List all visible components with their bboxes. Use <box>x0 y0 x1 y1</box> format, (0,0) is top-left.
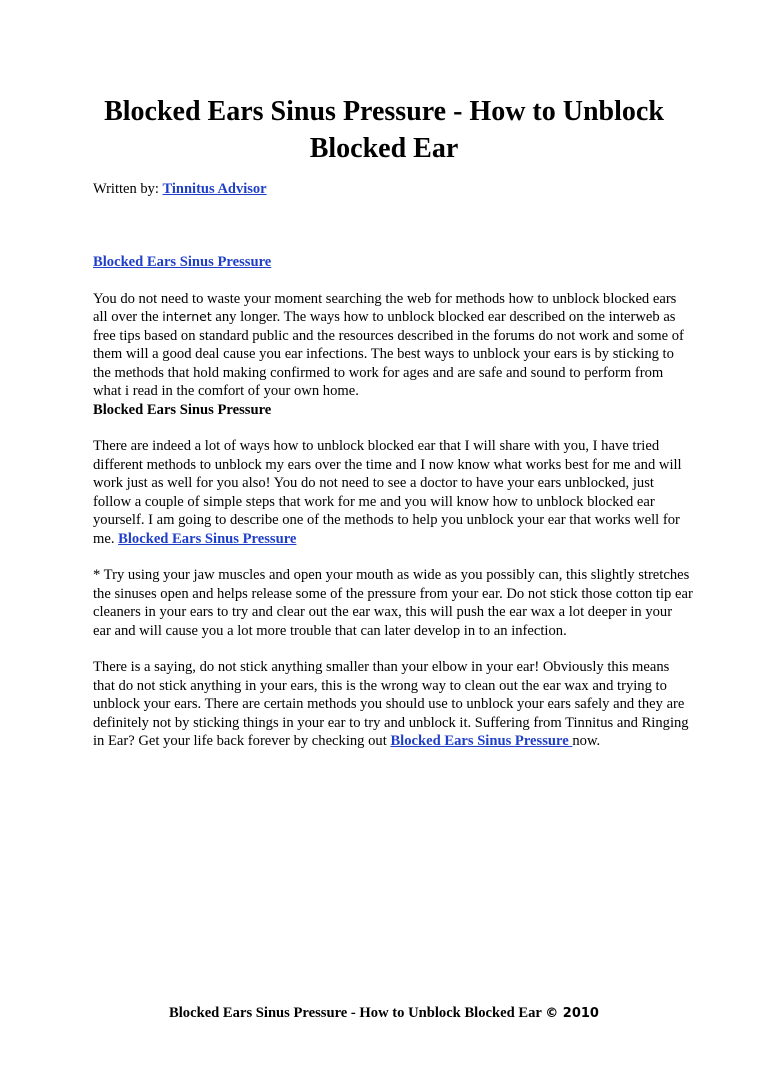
paragraph-4-text-after: now. <box>572 733 601 749</box>
author-link[interactable]: Tinnitus Advisor <box>162 181 267 197</box>
section-heading-link[interactable]: Blocked Ears Sinus Pressure <box>93 254 272 270</box>
paragraph-1 <box>93 290 693 420</box>
page-footer <box>0 1003 768 1024</box>
paragraph-1-sans-word: internet <box>162 309 212 324</box>
paragraph-3 <box>93 566 693 640</box>
byline <box>93 179 267 199</box>
paragraph-1-text-before: You do not need to waste your moment searching the web for methods how to unblock blocked ears all over the <box>93 290 677 325</box>
paragraph-4-text: There is a saying, do not stick anything smaller than your elbow in your ear! Obviously this means that do not stick anything in your ears, this is the wrong way to clean out the ear wax and trying to unblock your ears. There are certain methods you should use to unblock your ears safely and they are definitely not by sticking things in your ear to try and unblock it. Suffering from Tinnitus and Ringing in Ear? Get your life back forever by checking out <box>93 659 689 749</box>
paragraph-3-text: * Try using your jaw muscles and open your mouth as wide as you possibly can, this slightly stretches the sinuses open and helps release some of the pressure from your ear. Do not stick those cotton tip ear cleaners in your ears to try and clear out the ear wax, this will push the ear wax a lot deeper in your ear and will cause you a lot more trouble that can later develop in to an infection. <box>93 567 693 639</box>
section-heading <box>93 253 693 272</box>
article-body <box>93 253 693 769</box>
byline-label: Written by: <box>93 181 163 197</box>
paragraph-4 <box>93 658 693 751</box>
paragraph-4-link[interactable]: Blocked Ears Sinus Pressure <box>390 733 573 749</box>
paragraph-1-text-after: any longer. The ways how to unblock blocked ear described on the interweb as free tips based on standard public and the resources described in the forums do not work and some of them will a good deal cause you ear infections. The best ways to unblock your ears is by sticking to the methods that hold making confirmed to work for ages and are safe and sound to perform from what i read in the comfort of your own home. <box>93 309 684 399</box>
paragraph-2-text: There are indeed a lot of ways how to unblock blocked ear that I will share with you, I have tried different methods to unblock my ears over the time and I now know what works best for me and will work just as well for you also! You do not need to see a doctor to have your ears unblocked, just follow a couple of simple steps that work for me and you will know how to unblock blocked ear yourself. I am going to describe one of the methods to help you unblock your ear that works well for me. <box>93 438 682 547</box>
page-title: Blocked Ears Sinus Pressure - How to Unblock Blocked Ear <box>104 96 664 164</box>
footer-copyright: © 2010 <box>545 1006 599 1021</box>
footer-text: Blocked Ears Sinus Pressure - How to Unblock Blocked Ear <box>169 1005 546 1021</box>
paragraph-1-trailing-keyword: Blocked Ears Sinus Pressure <box>93 401 272 418</box>
paragraph-2 <box>93 437 693 548</box>
paragraph-2-link[interactable]: Blocked Ears Sinus Pressure <box>118 530 297 547</box>
